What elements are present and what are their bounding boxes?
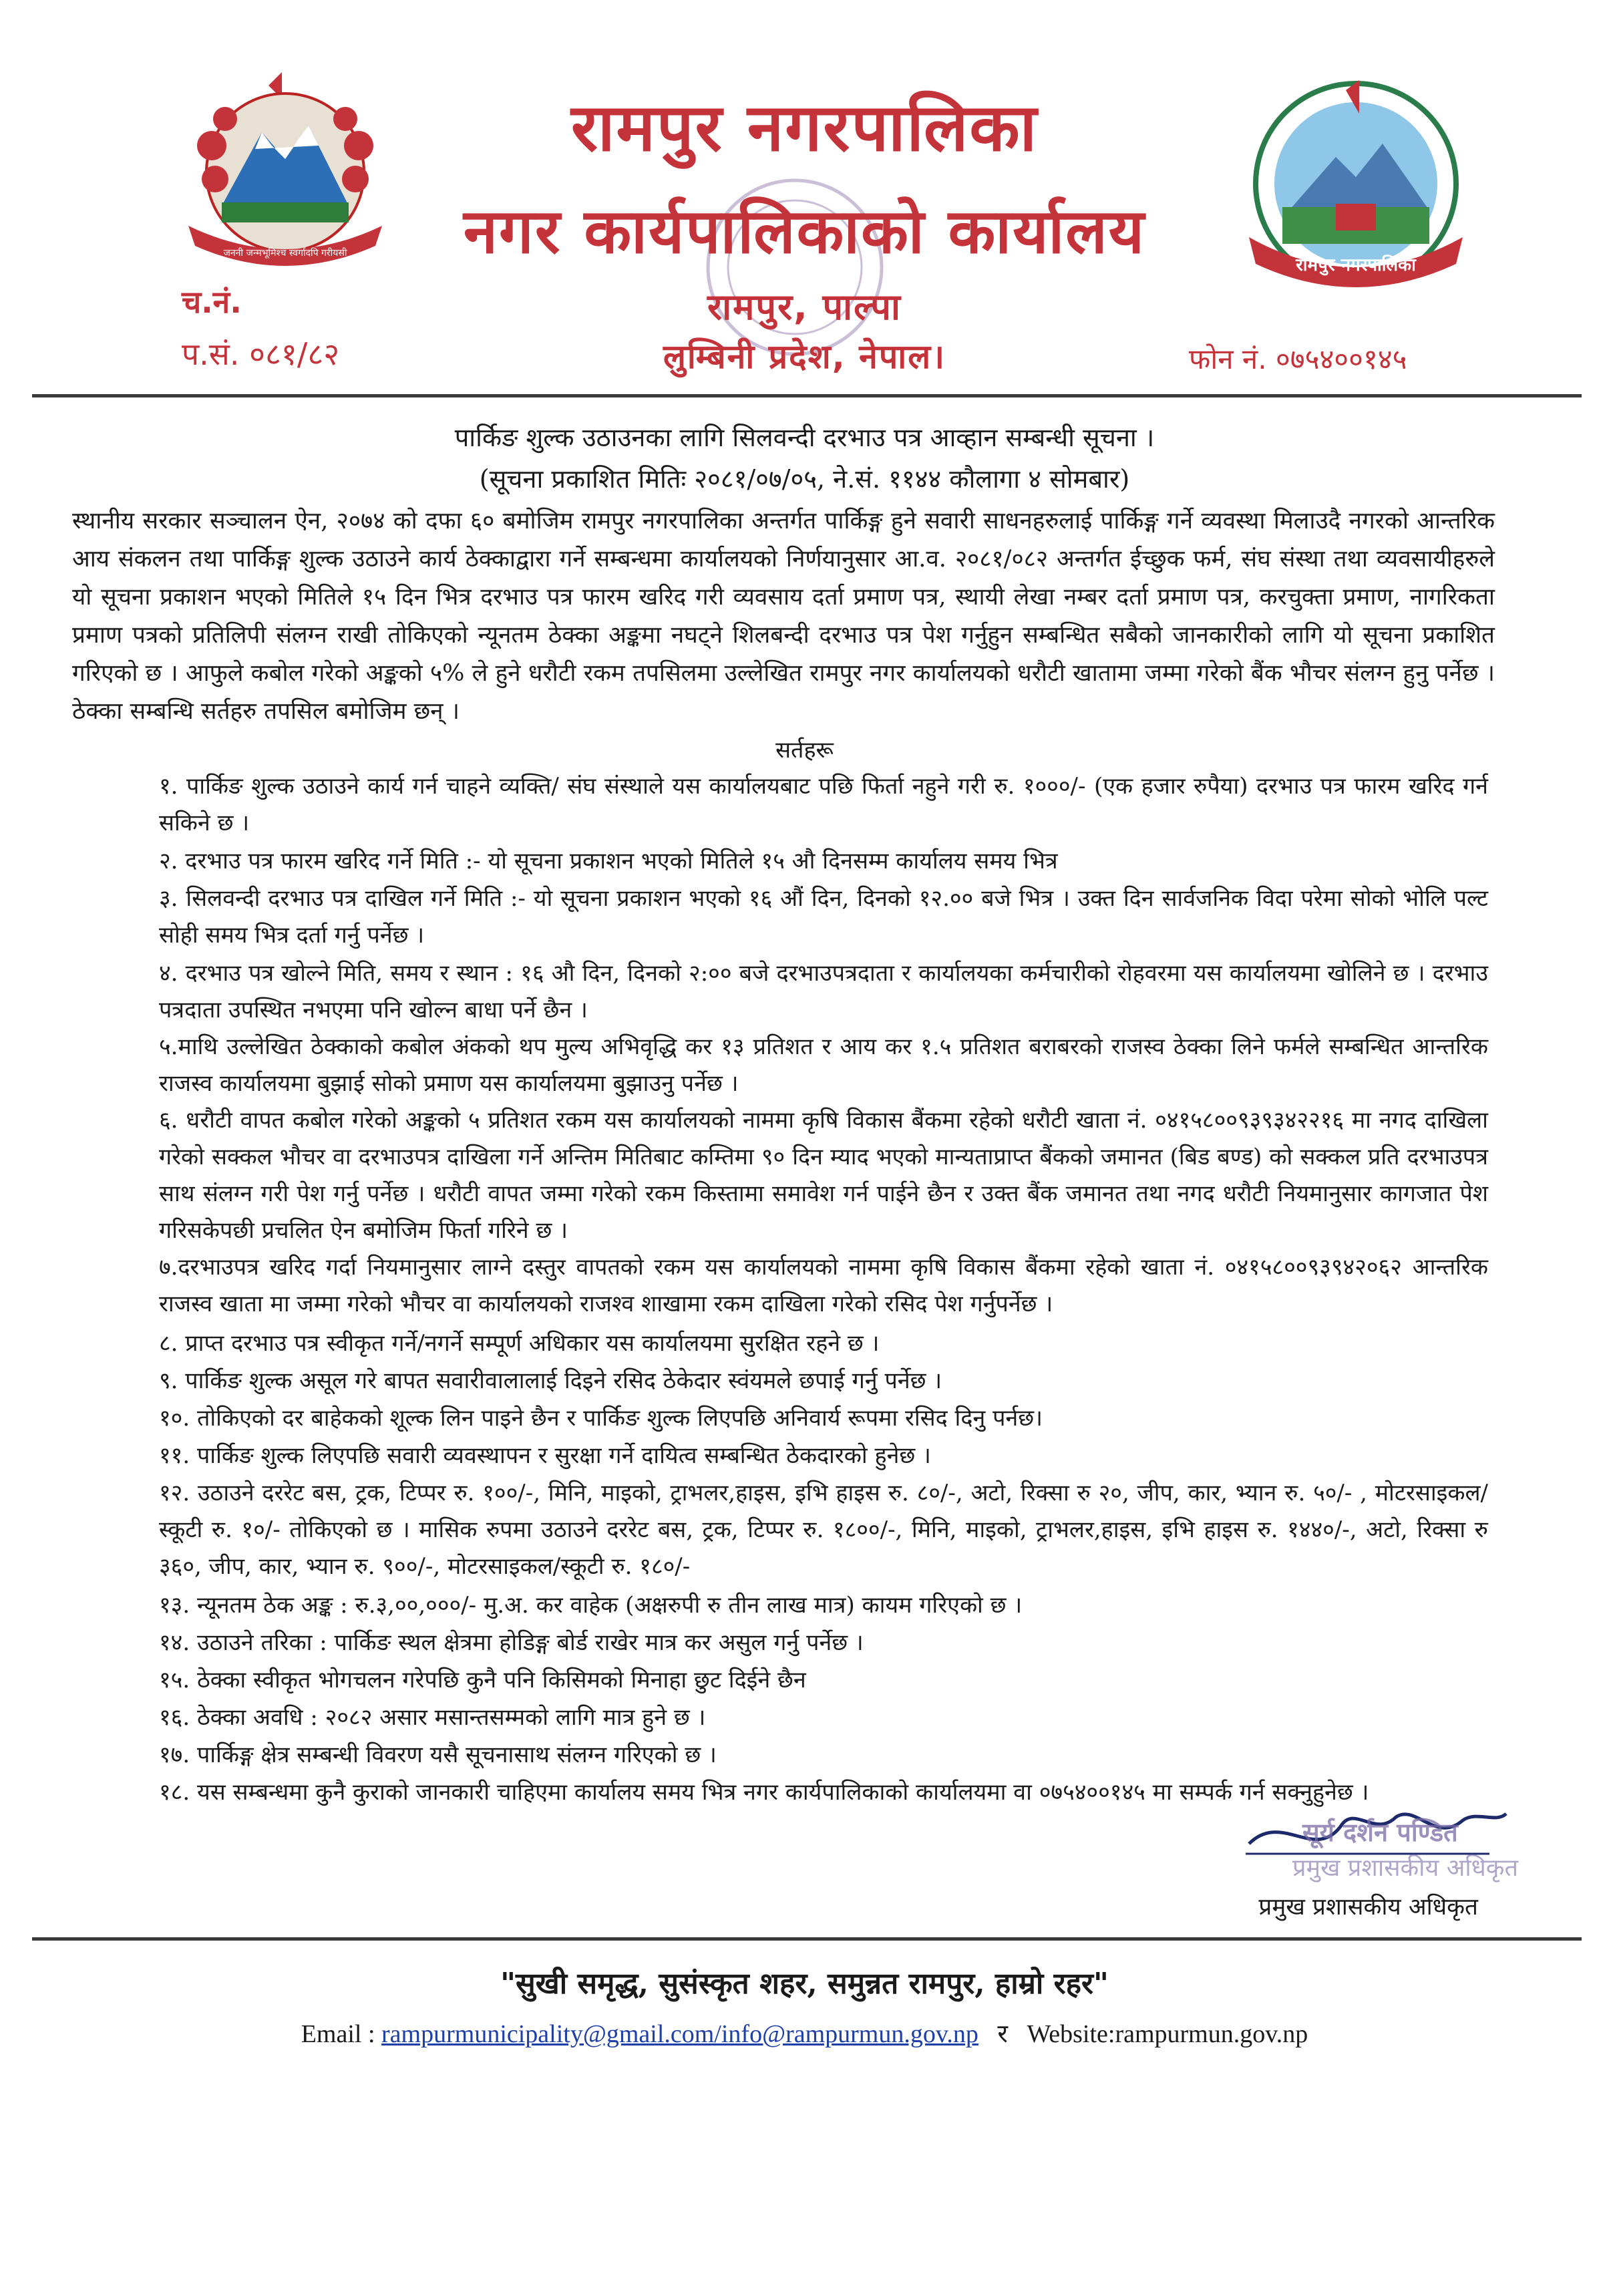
notice-intro: स्थानीय सरकार सञ्चालन ऐन, २०७४ को दफा ६० बमोजिम रामपुर नगरपालिका अन्तर्गत पार्किङ्ग हुने सवारी साधनहरुलाई पार्किङ्ग गर्ने व्यवस्था मिलाउदै नगरको आन्तरिक आय संकलन तथा पार्किङ्ग शुल्क उठाउने कार्य ठेक्काद्वारा गर्ने सम्बन्धमा कार्यालयको निर्णयानुसार आ.व. २०८१/०८२ अन्तर्गत ईच्छुक फर्म, संघ संस्था तथा व्यवसायीहरुले यो सूचना प्रकाशन भएको मितिले १५ दिन भित्र दरभाउ पत्र फारम खरिद गरी व्यवसाय दर्ता प्रमाण पत्र, स्थायी लेखा नम्बर दर्ता प्रमाण पत्र, करचुक्ता प्रमाण, नागरिकता प्रमाण पत्रको प्रतिलिपी संलग्न राखी तोकिएको न्यूनतम ठेक्का अङ्कमा नघट्ने शिलबन्दी दरभाउ पत्र पेश गर्नुहुन सम्बन्धित सबैको जानकारीको लागि यो सूचना प्रकाशित गरिएको छ । आफुले कबोल गरेको अङ्कको ५% ले हुने धरौटी रकम तपसिलमा उल्लेखित रामपुर नगर कार्यालयको धरौटी खातामा जम्मा गरेको बैंक भौचर संलग्न हुनु पर्नेछ । ठेक्का सम्बन्धि सर्तहरु तपसिल बमोजिम छन् । <box>72 508 1495 725</box>
condition-item: ६. धरौटी वापत कबोल गरेको अङ्कको ५ प्रतिशत रकम यस कार्यालयको नाममा कृषि विकास बैंकमा रहेको धरौटी खाता नं. ०४१५८००९३९३४२२१६ मा नगद दाखिला गरेको सक्कल भौचर वा दरभाउपत्र दाखिला गर्ने अन्तिम मितिबाट कम्तिमा ९० दिन म्याद भएको मान्यताप्राप्त बैंकको जमानत (बिड बण्ड) को सक्कल प्रति दरभाउपत्र साथ संलग्न गरी पेश गर्नु पर्नेछ । धरौटी वापत जम्मा गरेको रकम किस्तामा समावेश गर्न पाईने छैन र उक्त बैंक जमानत तथा नगद धरौटी नियमानुसार कागजात पेश गरिसकेपछी प्रचलित ऐन बमोजिम फिर्ता गरिने छ । <box>159 1107 1488 1244</box>
condition-item: ११. पार्किङ शुल्क लिएपछि सवारी व्यवस्थापन र सुरक्षा गर्ने दायित्व सम्बन्धित ठेकदारको हुनेछ । <box>159 1442 931 1469</box>
condition-item: ३. सिलवन्दी दरभाउ पत्र दाखिल गर्ने मिति :- यो सूचना प्रकाशन भएको १६ औं दिन, दिनको १२.०० बजे भित्र । उक्त दिन सार्वजनिक विदा परेमा सोको भोलि पल्ट सोही समय भित्र दर्ता गर्नु पर्नेछ । <box>159 885 1488 949</box>
office-province: लुम्बिनी प्रदेश, नेपाल। <box>663 337 946 376</box>
email-label: Email : <box>301 2020 375 2048</box>
email-link[interactable]: rampurmunicipality@gmail.com/info@rampurmun.gov.np <box>381 2020 978 2048</box>
condition-item: ४. दरभाउ पत्र खोल्ने मिति, समय र स्थान : १६ औ दिन, दिनको २:०० बजे दरभाउपत्रदाता र कार्यालयका कर्मचारीको रोहवरमा यस कार्यालयमा खोलिने छ । दरभाउ पत्रदाता उपस्थित नभएमा पनि खोल्न बाधा पर्ने छैन । <box>159 960 1488 1023</box>
condition-item: १८. यस सम्बन्धमा कुनै कुराको जानकारी चाहिएमा कार्यालय समय भित्र नगर कार्यपालिकाको कार्यालयमा वा ०७५४००१४५ मा सम्पर्क गर्न सक्नुहुनेछ । <box>159 1779 1369 1806</box>
footer-divider <box>32 1937 1582 1941</box>
municipality-motto: "सुखी समृद्ध, सुसंस्कृत शहर, समुन्नत रामपुर, हाम्रो रहर" <box>500 1967 1109 2001</box>
condition-item: १६. ठेक्का अवधि : २०८२ असार मसान्तसम्मको लागि मात्र हुने छ । <box>159 1704 706 1731</box>
condition-item: २. दरभाउ पत्र फारम खरिद गर्ने मिति :- यो सूचना प्रकाशन भएको मितिले १५ औ दिनसम्म कार्यालय समय भित्र <box>159 848 1058 874</box>
signatory-title: प्रमुख प्रशासकीय अधिकृत <box>1258 1894 1478 1921</box>
office-name: नगर कार्यपालिकाको कार्यालय <box>463 196 1146 267</box>
condition-item: ७.दरभाउपत्र खरिद गर्दा नियमानुसार लाग्ने दस्तुर वापतको रकम यस कार्यालयको नाममा कृषि विकास बैंकमा रहेको खाता नं. ०४१५८००९३९४२०६२ आन्तरिक राजस्व खाता मा जम्मा गरेको भौचर वा कार्यालयको राजश्व शाखामा रकम दाखिला गरेको रसिद पेश गर्नुपर्नेछ । <box>159 1254 1488 1317</box>
condition-item: १७. पार्किङ्ग क्षेत्र सम्बन्धी विवरण यसै सूचनासाथ संलग्न गरिएको छ । <box>159 1742 717 1768</box>
condition-item: ५.माथि उल्लेखित ठेक्काको कबोल अंकको थप मुल्य अभिवृद्धि कर १३ प्रतिशत र आय कर १.५ प्रतिशत बराबरको राजस्व ठेक्का लिने फर्मले सम्बन्धित आन्तरिक राजस्व कार्यालयमा बुझाई सोको प्रमाण यस कार्यालयमा बुझाउनु पर्नेछ । <box>159 1033 1488 1097</box>
office-location: रामपुर, पाल्पा <box>707 286 902 328</box>
phone-number: फोन नं. ०७५४००१४५ <box>1189 343 1407 375</box>
condition-item: ९. पार्किङ शुल्क असूल गरे बापत सवारीवालालाई दिइने रसिद ठेकेदार स्वंयमले छपाई गर्नु पर्नेछ । <box>159 1367 942 1394</box>
condition-item: १३. न्यूनतम ठेक अङ्क : रु.३,००,०००/- मु.अ. कर वाहेक (अक्षरुपी रु तीन लाख मात्र) कायम गरिएको छ । <box>159 1592 1023 1619</box>
condition-item: १५. ठेक्का स्वीकृत भोगचलन गरेपछि कुनै पनि किसिमको मिनाहा छुट दिईने छैन <box>159 1667 806 1693</box>
website-text: Website:rampurmun.gov.np <box>1027 2020 1308 2048</box>
condition-item: १४. उठाउने तरिका : पार्किङ स्थल क्षेत्रमा होडिङ्ग बोर्ड राखेर मात्र कर असुल गर्नु पर्नेछ । <box>159 1629 864 1656</box>
stamp-title: प्रमुख प्रशासकीय अधिकृत <box>1292 1854 1518 1882</box>
contact-joiner: र <box>997 2020 1008 2048</box>
stamp-name: सूर्य दर्शन पण्डित <box>1302 1818 1458 1847</box>
condition-item: १२. उठाउने दररेट बस, ट्रक, टिप्पर रु. १००/-, मिनि, माइको, ट्राभलर,हाइस, इभि हाइस रु. ८०/-, अटो, रिक्सा रु २०, जीप, कार, भ्यान रु. ५०/- , मोटरसाइकल/स्कूटी रु. १०/- तोकिएको छ । मासिक रुपमा उठाउने दररेट बस, ट्रक, टिप्पर रु. १८००/-, मिनि, माइको, ट्राभलर,हाइस, इभि हाइस रु. १४४०/-, अटो, रिक्सा रु ३६०, जीप, कार, भ्यान रु. ९००/-, मोटरसाइकल/स्कूटी रु. १८०/- <box>159 1480 1488 1580</box>
conditions-title: सर्तहरू <box>775 737 834 764</box>
contact-line <box>0 2015 1609 2050</box>
condition-item: १०. तोकिएको दर बाहेकको शूल्क लिन पाइने छैन र पार्किङ शुल्क लिएपछि अनिवार्य रूपमा रसिद दिनु पर्नछ। <box>159 1405 1043 1432</box>
notice-subject: पार्किङ शुल्क उठाउनका लागि सिलवन्दी दरभाउ पत्र आव्हान सम्बन्धी सूचना । <box>454 423 1155 452</box>
municipality-name: रामपुर नगरपालिका <box>570 90 1039 166</box>
condition-item: ८. प्राप्त दरभाउ पत्र स्वीकृत गर्ने/नगर्ने सम्पूर्ण अधिकार यस कार्यालयमा सुरक्षित रहने छ । <box>159 1330 880 1357</box>
seal-name-text: रामपुर नगरपालिका <box>1296 255 1416 275</box>
condition-item: १. पार्किङ शुल्क उठाउने कार्य गर्न चाहने व्यक्ति/ संघ संस्थाले यस कार्यालयबाट पछि फिर्ता नहुने गरी रु. १०००/- (एक हजार रुपैया) दरभाउ पत्र फारम खरिद गर्न सकिने छ । <box>159 773 1488 836</box>
fiscal-year: प.सं. ०८१/८२ <box>182 336 340 372</box>
header-divider <box>32 394 1582 397</box>
notice-date: (सूचना प्रकाशित मितिः २०८१/०७/०५, ने.सं. ११४४ कौलागा ४ सोमबार) <box>479 464 1130 494</box>
reference-number: च.नं. <box>182 284 242 320</box>
emblem-motto-text: जननी जन्मभूमिश्च स्वर्गादपि गरीयसी <box>223 248 347 259</box>
